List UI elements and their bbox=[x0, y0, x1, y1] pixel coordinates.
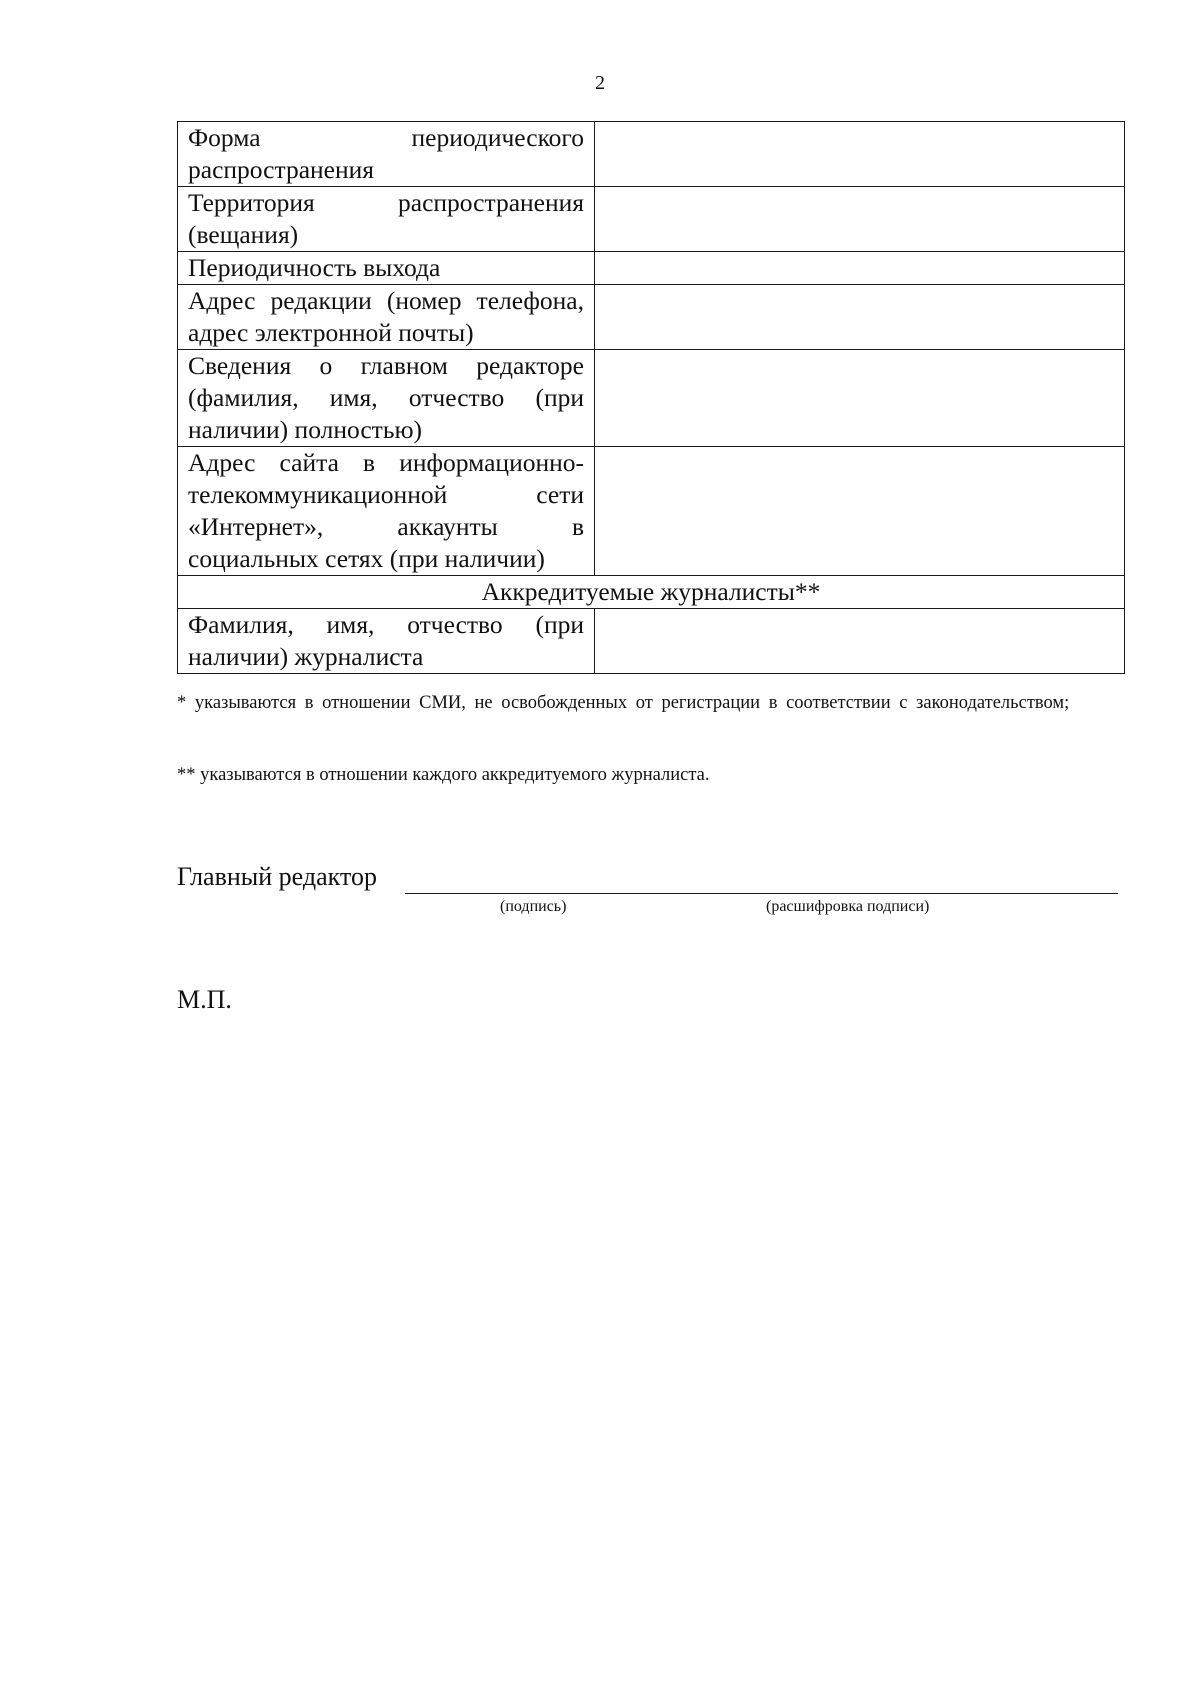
row-label-journalist-name: Фамилия, имя, отчество (при наличии) журналиста bbox=[178, 609, 595, 674]
table-row bbox=[178, 285, 1125, 350]
media-info-table bbox=[177, 121, 1125, 674]
signature-decode-caption: (расшифровка подписи) bbox=[766, 898, 930, 915]
table-section-row bbox=[178, 576, 1125, 609]
row-label-editorial-address: Адрес редакции (номер телефона, адрес электронной почты) bbox=[178, 285, 595, 350]
row-value-distribution-form[interactable] bbox=[595, 122, 1125, 187]
row-label-distribution-form: Форма периодического распространения bbox=[178, 122, 595, 187]
row-label-chief-editor: Сведения о главном редакторе (фамилия, имя, отчество (при наличии) полностью) bbox=[178, 350, 595, 447]
row-value-periodicity[interactable] bbox=[595, 252, 1125, 285]
signature-caption: (подпись) bbox=[500, 898, 567, 915]
row-value-chief-editor[interactable] bbox=[595, 350, 1125, 447]
signature-label: Главный редактор bbox=[177, 862, 377, 891]
row-value-distribution-territory[interactable] bbox=[595, 187, 1125, 252]
signature-line[interactable] bbox=[405, 893, 1118, 894]
row-value-website[interactable] bbox=[595, 447, 1125, 576]
table-row bbox=[178, 252, 1125, 285]
table-row bbox=[178, 122, 1125, 187]
stamp-place-mark: М.П. bbox=[177, 985, 232, 1014]
row-label-distribution-territory: Территория распространения (вещания) bbox=[178, 187, 595, 252]
footnote-journalist: ** указываются в отношении каждого аккредитуемого журналиста. bbox=[177, 765, 710, 785]
page-number: 2 bbox=[595, 72, 605, 94]
row-label-periodicity: Периодичность выхода bbox=[178, 252, 595, 285]
section-header-journalists: Аккредитуемые журналисты** bbox=[178, 576, 1125, 609]
table-row bbox=[178, 350, 1125, 447]
row-label-website: Адрес сайта в информационно-телекоммуникационной сети «Интернет», аккаунты в социальных сетях (при наличии) bbox=[178, 447, 595, 576]
table-row bbox=[178, 187, 1125, 252]
row-value-editorial-address[interactable] bbox=[595, 285, 1125, 350]
row-value-journalist-name[interactable] bbox=[595, 609, 1125, 674]
footnote-registration: * указываются в отношении СМИ, не освобожденных от регистрации в соответствии с законодательством; bbox=[177, 693, 1070, 713]
table-row bbox=[178, 609, 1125, 674]
table-row bbox=[178, 447, 1125, 576]
